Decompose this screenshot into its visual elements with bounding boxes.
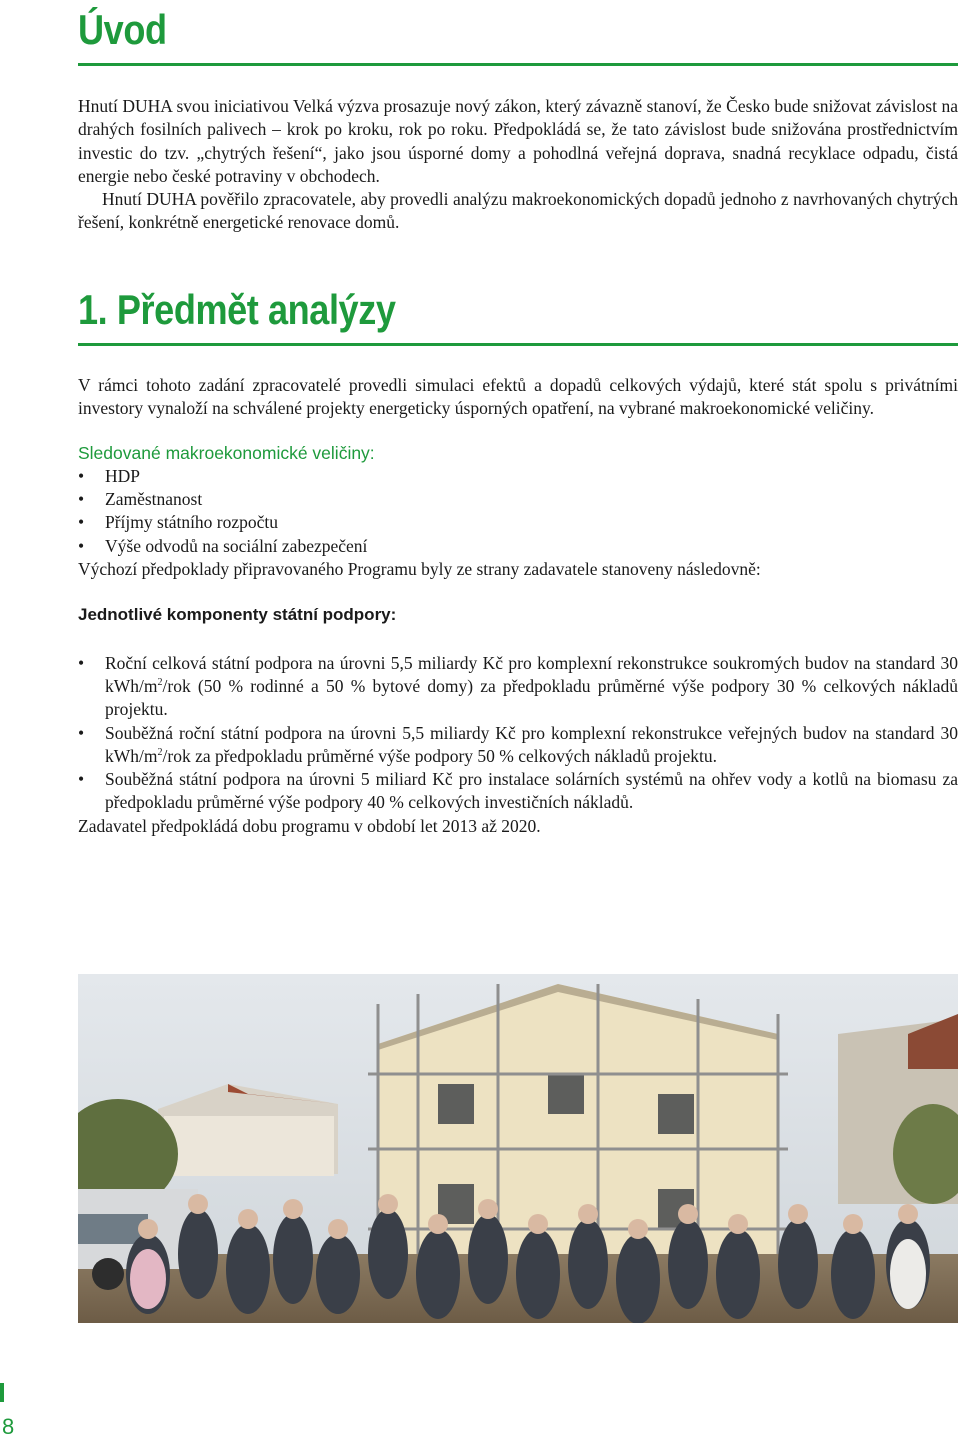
intro-text xyxy=(78,95,958,235)
list-item: • Výše odvodů na sociální zabezpečení xyxy=(78,535,958,558)
indicators-subheading: Sledované makroekonomické veličiny: xyxy=(78,442,375,463)
list-item xyxy=(78,768,958,815)
list-item xyxy=(78,722,958,769)
list-item: • Zaměstnanost xyxy=(78,488,958,511)
page-number-box xyxy=(0,1402,18,1443)
list-item: • Příjmy státního rozpočtu xyxy=(78,511,958,534)
component-text: Roční celková státní podpora na úrovni 5,5 miliardy Kč pro komplexní rekonstrukce soukromých budov na standard 30 kWh/m xyxy=(105,652,958,696)
duration-paragraph: Zadavatel předpokládá dobu programu v období let 2013 až 2020. xyxy=(78,815,541,836)
heading-intro: Úvod xyxy=(78,6,167,53)
components-heading: Jednotlivé komponenty státní podpory: xyxy=(78,605,397,625)
heading-rule xyxy=(78,343,958,346)
house-renovation-photo xyxy=(78,974,958,1323)
page-number: 8 xyxy=(2,1414,15,1439)
component-text: /rok za předpokladu průměrné výše podpory 50 % celkových nákladů projektu. xyxy=(162,745,717,766)
intro-paragraph: Hnutí DUHA svou iniciativou Velká výzva prosazuje nový zákon, který závazně stanoví, že Česko bude snižovat závislost na drahých fosilních palivech – krok po kroku, rok po roku. Předpokládá se, že tato závislost bude snižována prostřednictvím investic do tzv. „chytrých řešení“, jako jsou úsporné domy a pohodlná veřejná doprava, snadná recyklace odpadu, čistá energie nebo české potraviny v obchodech. xyxy=(78,96,958,186)
component-text: /rok (50 % rodinné a 50 % bytové domy) za předpokladu průměrné výše podpory 30 % celkových nákladů projektu. xyxy=(105,675,958,720)
indicators-list xyxy=(78,465,958,558)
section-paragraph: V rámci tohoto zadání zpracovatelé provedli simulaci efektů a dopadů celkových výdajů, které stát spolu s privátními investory vynaloží na schválené projekty energeticky úsporných opatření, na vybrané makroekonomické veličiny. xyxy=(78,375,958,419)
heading-rule xyxy=(78,63,958,66)
components-list xyxy=(78,652,958,815)
photo-illustration xyxy=(78,974,958,1323)
list-item xyxy=(78,652,958,722)
component-text: Souběžná státní podpora na úrovni 5 miliard Kč pro instalace solárních systémů na ohřev vody a kotlů na biomasu za předpokladu průměrné výše podpory 40 % celkových investičních nákladů. xyxy=(105,769,958,813)
heading-section-1: 1. Předmět analýzy xyxy=(78,286,396,333)
list-item: • HDP xyxy=(78,465,958,488)
component-text: Souběžná roční státní podpora na úrovni 5,5 miliardy Kč pro komplexní rekonstrukce veřejných budov na standard 30 kWh/m xyxy=(105,722,958,766)
superscript: 2 xyxy=(157,677,163,689)
section-1-body xyxy=(78,374,958,838)
superscript: 2 xyxy=(157,747,163,759)
assumptions-intro: Výchozí předpoklady připravovaného Programu byly ze strany zadavatele stanoveny následovně: xyxy=(78,559,761,580)
intro-paragraph: Hnutí DUHA pověřilo zpracovatele, aby provedli analýzu makroekonomických dopadů jednoho z navrhovaných chytrých řešení, konkrétně energetické renovace domů. xyxy=(78,189,958,233)
